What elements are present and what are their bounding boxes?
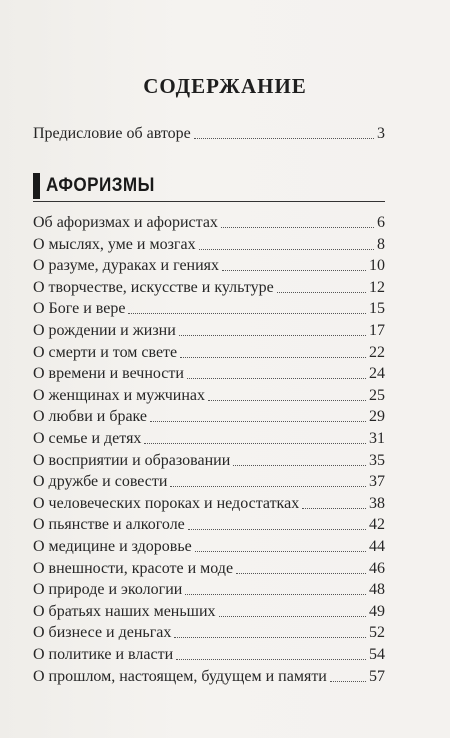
dot-leader [176,659,366,660]
toc-entry [33,494,385,514]
dot-leader [194,138,374,139]
toc-entry [33,429,385,449]
toc-entry-page: 49 [369,602,385,620]
toc-entry [33,407,385,427]
dot-leader [302,508,366,509]
dot-leader [180,357,366,358]
dot-leader [174,637,366,638]
toc-entry-title: О семье и детях [33,430,142,447]
toc-entry [33,537,385,557]
toc-entry [33,580,385,600]
toc-entry-preface [33,124,385,144]
toc-entry-page: 48 [369,581,385,599]
toc-entry-title: О братьях наших меньших [33,602,216,620]
dot-leader [150,421,366,422]
toc-entry-page: 44 [369,538,385,555]
toc-entry [33,213,385,233]
section-rule [33,201,385,202]
toc-entry-page: 22 [369,343,385,361]
dot-leader [208,400,366,401]
toc-entry [33,451,385,471]
toc-entry [33,256,385,276]
toc-entry [33,321,385,341]
toc-entry-page: 57 [369,667,385,685]
toc-entry [33,623,385,643]
dot-leader [144,443,366,444]
toc-entry-page: 8 [377,235,385,253]
dot-leader [187,378,366,379]
toc-entry-title: О смерти и том свете [33,343,178,361]
toc-entry-page: 31 [369,430,385,447]
section-header [33,173,167,199]
toc-entry-title: О разуме, дураках и гениях [33,257,220,275]
page-title: СОДЕРЖАНИЕ [143,74,307,98]
toc-entry-title: О времени и вечности [33,365,184,383]
toc-entry-title: О дружбе и совести [33,473,168,491]
toc-entry-page: 29 [369,408,385,426]
toc-entry-title: О медицине и здоровье [33,538,192,555]
dot-leader [221,227,374,228]
toc-entry-page: 12 [369,278,385,296]
dot-leader [236,573,366,574]
toc-entry [33,364,385,384]
toc-entry-title: О политике и власти [33,646,174,663]
toc-entry-title: О восприятии и образовании [33,451,231,469]
toc-entry-title: О любви и браке [33,408,148,426]
dot-leader [277,292,366,293]
dot-leader [199,249,374,250]
toc-entry-title: О творчестве, искусстве и культуре [33,278,274,296]
toc-entry [33,515,385,535]
toc-entry-page: 6 [377,214,385,231]
toc-entry-page: 15 [369,300,385,318]
toc-entry-title: О прошлом, настоящем, будущем и памяти [33,667,327,685]
toc-entry-title: Об афоризмах и афористах [33,214,218,231]
toc-entry-title: О природе и экологии [33,581,183,599]
toc-entry-title: О внешности, красоте и моде [33,559,234,577]
dot-leader [128,313,366,314]
toc-entry-page: 54 [369,646,385,663]
dot-leader [188,529,366,530]
toc-entry-page: 46 [369,559,385,577]
toc-entry-page: 24 [369,365,385,383]
dot-leader [219,616,366,617]
section-marker-bar [33,173,40,199]
toc-entry-page: 3 [377,125,385,142]
toc-entry-page: 52 [369,624,385,642]
toc-entry [33,278,385,298]
toc-entry-title: О бизнесе и деньгах [33,624,172,642]
toc-entry-title: О Боге и вере [33,300,126,318]
toc-entry-page: 35 [369,451,385,469]
toc-entry [33,667,385,687]
toc-entry-title: О рождении и жизни [33,322,176,339]
toc-entry [33,645,385,665]
dot-leader [222,270,366,271]
dot-leader [233,465,366,466]
toc-entry-title: Предисловие об авторе [33,125,191,142]
dot-leader [195,551,366,552]
toc-entry-page: 17 [369,322,385,339]
toc-entry [33,559,385,579]
dot-leader [170,486,366,487]
dot-leader [179,335,366,336]
toc-entry [33,386,385,406]
dot-leader [185,594,366,595]
dot-leader [330,681,366,682]
toc-entry-title: О женщинах и мужчинах [33,386,206,404]
toc-entry-title: О мыслях, уме и мозгах [33,235,196,253]
toc-entry [33,343,385,363]
toc-entry-page: 10 [369,257,385,275]
toc-entry-title: О человеческих пороках и недостатках [33,494,300,512]
toc-entry-title: О пьянстве и алкоголе [33,516,185,534]
section-title: АФОРИЗМЫ [46,175,155,196]
toc-entry [33,602,385,622]
toc-entry-page: 42 [369,516,385,534]
toc-entry-page: 38 [369,494,385,512]
toc-entry-page: 25 [369,386,385,404]
toc-entry-page: 37 [369,473,385,491]
toc-entry [33,235,385,255]
toc-entry [33,472,385,492]
toc-entry [33,299,385,319]
